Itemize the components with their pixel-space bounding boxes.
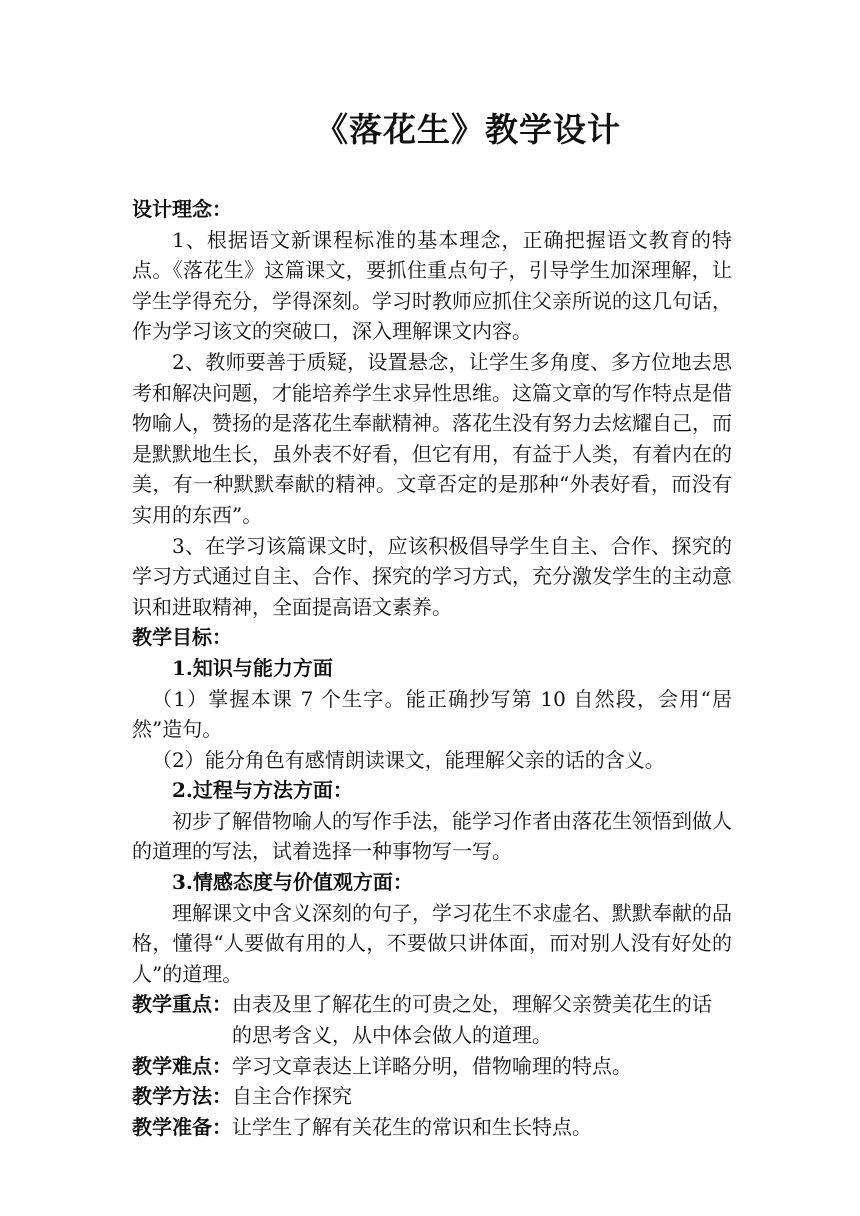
goals-heading: 教学目标： [132,625,232,650]
goal-section-1-title: 1.知识与能力方面 [172,655,333,680]
key-points-row [132,989,732,1050]
key-points-label: 教学重点： [132,992,232,1017]
method-text: 自主合作探究 [232,1084,352,1109]
method-label: 教学方法： [132,1084,232,1109]
key-points-text: 由表及里了解花生的可贵之处，理解父亲赞美花生的话的思考含义，从中体会做人的道理。 [232,992,712,1048]
preparation-row [132,1112,732,1143]
document-title: 《落花生》教学设计 [315,110,621,149]
difficulty-row [132,1051,732,1082]
concept-paragraph-2: 2、教师要善于质疑，设置悬念，让学生多角度、多方位地去思考和解决问题，才能培养学生求异性思维。这篇文章的写作特点是借物喻人，赞扬的是落花生奉献精神。落花生没有努力去炫耀自己，而是默默地生长，虽外表不好看，但它有用，有益于人类，有着内在的美，有一种默默奉献的精神。文章否定的是那种“外表好看，而没有实用的东西”。 [132,349,732,527]
concept-paragraph-3: 3、在学习该篇课文时，应该积极倡导学生自主、合作、探究的学习方式通过自主、合作、探究的学习方式，充分激发学生的主动意识和进取精神，全面提高语文素养。 [132,533,732,619]
goal-section-3-text: 理解课文中含义深刻的句子，学习花生不求虚名、默默奉献的品格，懂得“人要做有用的人，不要做只讲体面，而对别人没有好处的人”的道理。 [132,900,732,986]
goal-section-1-item-2: （2）能分角色有感情朗读课文，能理解父亲的话的含义。 [152,747,665,772]
preparation-label: 教学准备： [132,1114,232,1139]
difficulty-text: 学习文章表达上详略分明，借物喻理的特点。 [232,1053,632,1078]
method-row [132,1081,732,1112]
goal-section-2-title: 2.过程与方法方面： [172,778,353,803]
concept-heading: 设计理念： [132,197,232,221]
goal-section-1-item-1: （1）掌握本课 7 个生字。能正确抄写第 10 自然段，会用“居然”造句。 [132,686,732,742]
document-body [132,194,732,1142]
goal-section-2-text: 初步了解借物喻人的写作手法，能学习作者由落花生领悟到做人的道理的写法，试着选择一种事物写一写。 [132,808,732,864]
preparation-text: 让学生了解有关花生的常识和生长特点。 [232,1114,592,1139]
concept-paragraph-1: 1、根据语文新课程标准的基本理念，正确把握语文教育的特点。《落花生》这篇课文，要抓住重点句子，引导学生加深理解，让学生学得充分，学得深刻。学习时教师应抓住父亲所说的这几句话，作为学习该文的突破口，深入理解课文内容。 [132,227,732,344]
difficulty-label: 教学难点： [132,1053,232,1078]
goal-section-3-title: 3.情感态度与价值观方面： [172,870,413,895]
